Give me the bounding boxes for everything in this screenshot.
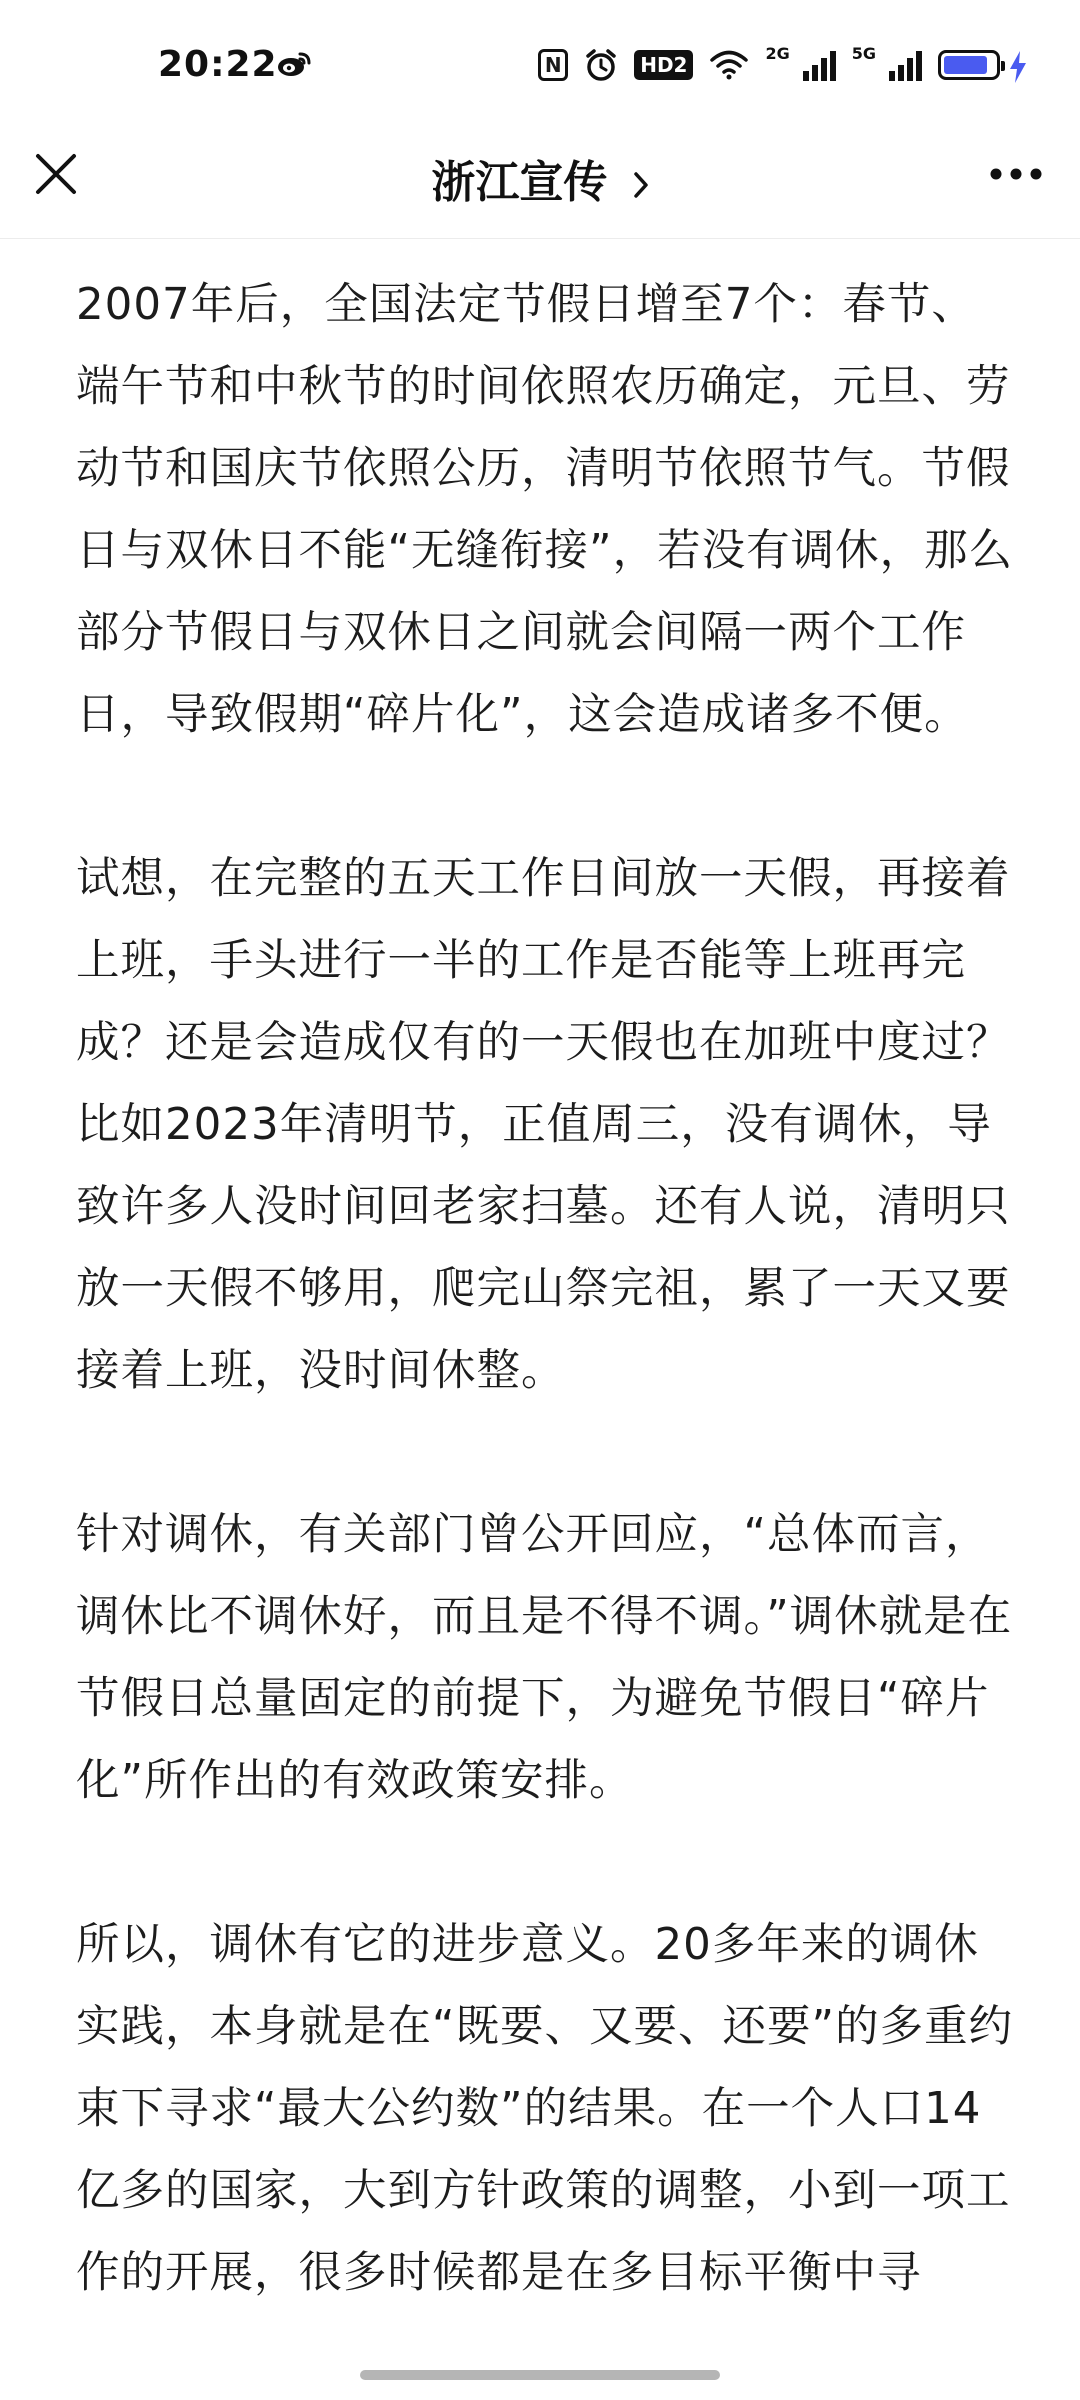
status-bar [0,0,1080,120]
signal-icon [888,49,922,81]
charging-icon [1008,50,1028,84]
status-time: 20:22 [158,44,278,85]
status-icons [538,40,1000,90]
chevron-right-icon[interactable] [633,171,649,199]
signal-icon [802,49,836,81]
account-title[interactable] [0,146,1080,210]
article-body [76,264,1016,2396]
wifi-icon [709,49,749,81]
nav-bar [0,120,1080,239]
article-paragraph: 所以，调休有它的进步意义。20多年来的调休实践，本身就是在“既要、又要、还要”的多重约束下寻求“最大公约数”的结果。在一个人口14亿多的国家，大到方针政策的调整，小到一项工作的开展，很多时候都是在多目标平衡中寻 [76,1920,1014,2298]
battery-level [944,56,987,74]
account-title-text[interactable]: 浙江宣传 [431,157,608,208]
alarm-icon [584,48,618,82]
nfc-icon: N [538,49,568,81]
article-paragraph: 针对调休，有关部门曾公开回应，“总体而言，调休比不调休好，而且是不得不调。”调休就是在节假日总量固定的前提下，为避免节假日“碎片化”所作出的有效政策安排。 [76,1510,1013,1806]
article-paragraph: 2007年后，全国法定节假日增至7个：春节、端午节和中秋节的时间依照农历确定，元旦、劳动节和国庆节依照公历，清明节依照节气。节假日与双休日不能“无缝衔接”，若没有调休，那么部分节假日与双休日之间就会间隔一两个工作日，导致假期“碎片化”，这会造成诸多不便。 [76,280,1014,740]
network-label-5g: 5G [851,43,876,63]
hd-icon: HD2 [634,50,693,80]
more-icon[interactable] [988,164,1044,184]
home-indicator[interactable] [360,2370,720,2380]
weibo-icon [276,50,312,78]
network-label-2g: 2G [765,43,790,63]
battery-icon [938,50,1000,80]
article-paragraph: 试想，在完整的五天工作日间放一天假，再接着上班，手头进行一半的工作是否能等上班再完成？还是会造成仅有的一天假也在加班中度过？比如2023年清明节，正值周三，没有调休，导致许多人没时间回老家扫墓。还有人说，清明只放一天假不够用，爬完山祭完祖，累了一天又要接着上班，没时间休整。 [76,854,1011,1396]
